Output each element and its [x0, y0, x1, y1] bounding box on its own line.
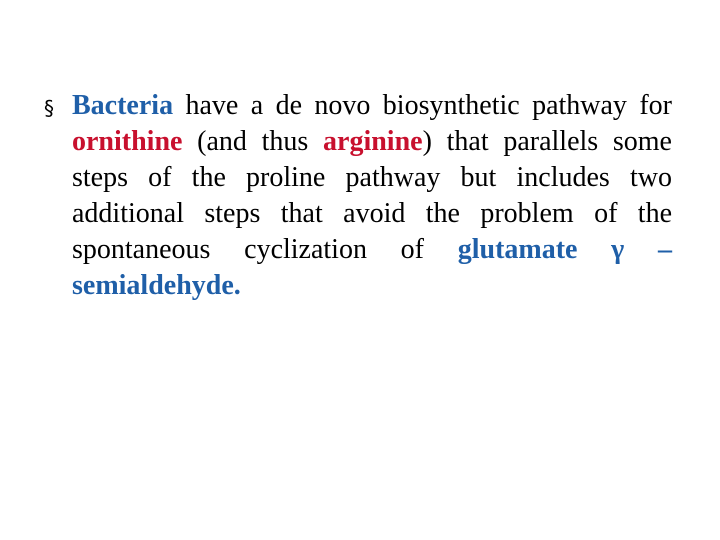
bullet-item	[44, 88, 672, 304]
term-glutamate-semialdehyde: glutamate γ –semialdehyde.	[72, 234, 672, 301]
text-segment: (and thus	[182, 126, 324, 157]
term-ornithine: ornithine	[72, 126, 183, 157]
bullet-paragraph	[44, 88, 672, 304]
text-segment: ) that parallels some steps of the proline pathway but includes two additional steps that avoid the problem of the spontaneous cyclization of	[72, 126, 672, 265]
bullet-marker: §	[44, 96, 54, 120]
term-bacteria: Bacteria	[72, 90, 174, 121]
term-arginine: arginine	[323, 126, 423, 157]
text-segment: have a de novo biosynthetic pathway for	[173, 90, 672, 121]
